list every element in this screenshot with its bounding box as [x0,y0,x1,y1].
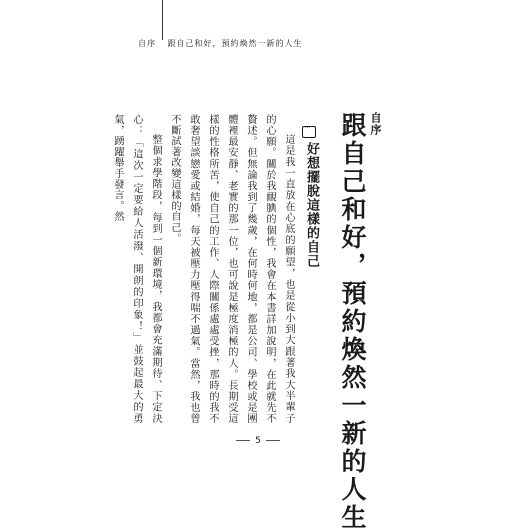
running-header-label: 自序 [138,39,156,48]
chapter-title: 跟自己和好，預約煥然一新的人生 [338,112,367,532]
paragraph: 這是我一直放在心底的願望，也是從小到大跟著我大半輩子的心願。關於我靦腆的個性，我會在本書詳加說明，在此就先不贅述。但無論我到了幾歲，在何時何地，都是公司、學校或是團體裡最安靜、老實的那一位，也可說是極度消極的人。長期受這樣的性格所苦，使自己的工作、人際關係處處受挫，那時的我不敢奢望談戀愛或結婚，每天被壓力壓得喘不過氣。當然，我也曾不斷試著改變這樣的自己。 [169,114,294,424]
paragraph: 整個求學階段，每到一個新環境，我都會充滿期待、下定決心：「這次一定要給人活潑、開朗的印象！」並鼓起最大的勇氣，踴躍舉手發言。然 [112,114,161,424]
speech-bubble-icon [302,126,316,138]
footer-dash [236,440,250,441]
running-header-title: 跟自己和好，預約煥然一新的人生 [167,39,303,48]
footer-dash [266,440,280,441]
chapter-label: 自序 [369,112,382,136]
page-number: 5 [255,436,261,446]
running-header [138,38,303,49]
header-rule [162,0,163,40]
body-text [112,114,298,424]
page-footer [226,436,290,446]
section-title: 好想擺脫這樣的自己 [304,142,319,268]
